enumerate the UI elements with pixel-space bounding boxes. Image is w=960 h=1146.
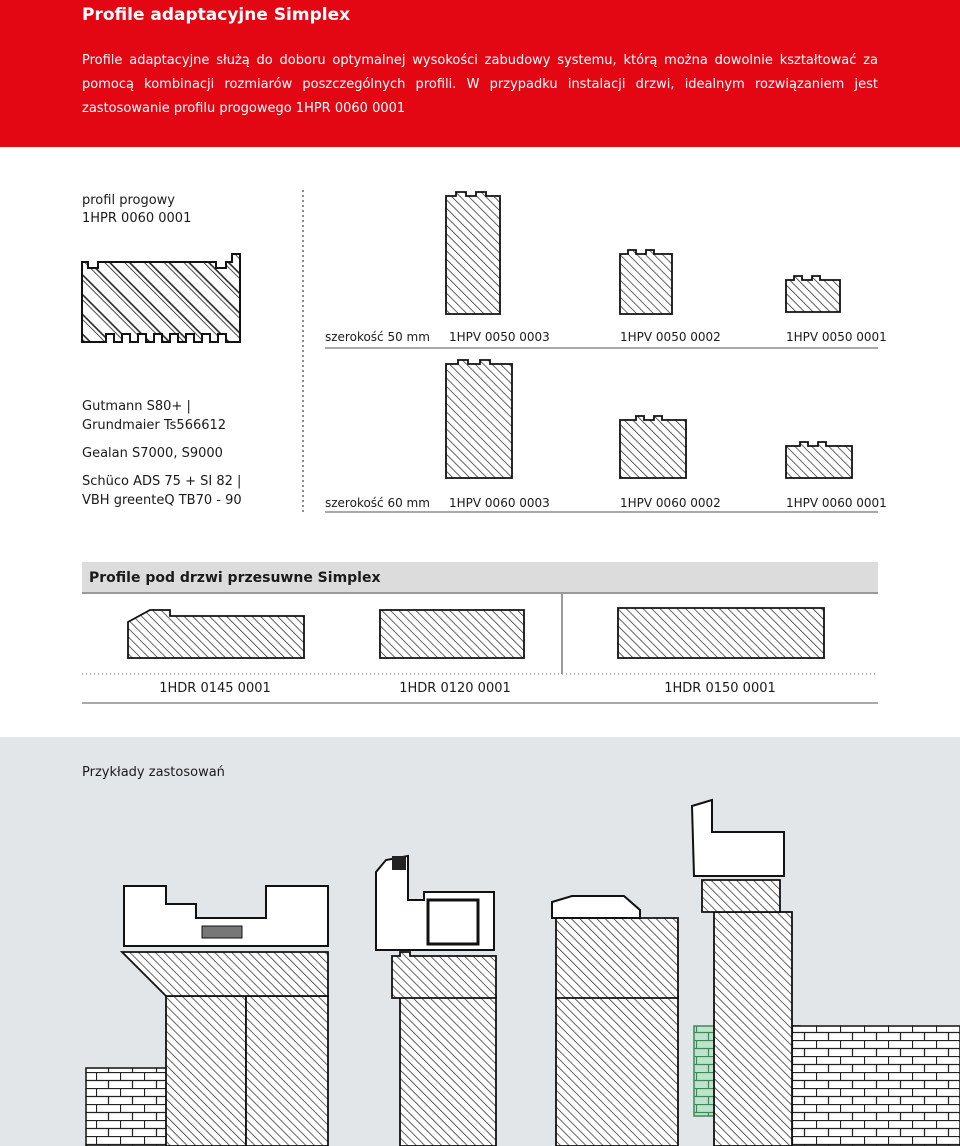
row-50-width: szerokość 50 mm	[325, 330, 430, 344]
example-4-drawing	[692, 800, 960, 1146]
system-5: VBH greenteQ TB70 - 90	[82, 493, 242, 508]
threshold-label: profil progowy	[82, 193, 175, 208]
threshold-code: 1HPR 0060 0001	[82, 211, 192, 226]
code-sliding-0145: 1HDR 0145 0001	[159, 681, 271, 696]
code-50-0001: 1HPV 0050 0001	[786, 330, 887, 344]
code-sliding-0120: 1HDR 0120 0001	[399, 681, 511, 696]
system-1: Gutmann S80+ |	[82, 399, 191, 414]
examples-title: Przykłady zastosowań	[82, 765, 225, 780]
page-title: Profile adaptacyjne Simplex	[82, 5, 351, 25]
system-4: Schüco ADS 75 + SI 82 |	[82, 474, 242, 489]
code-60-0001: 1HPV 0060 0001	[786, 496, 887, 510]
code-60-0003: 1HPV 0060 0003	[449, 496, 550, 510]
sliding-section-title: Profile pod drzwi przesuwne Simplex	[89, 570, 381, 586]
example-1-drawing	[86, 886, 328, 1146]
code-50-0002: 1HPV 0050 0002	[620, 330, 721, 344]
code-50-0003: 1HPV 0050 0003	[449, 330, 550, 344]
sliding-section-header	[82, 562, 878, 594]
code-sliding-0150: 1HDR 0150 0001	[664, 681, 776, 696]
system-3: Gealan S7000, S9000	[82, 446, 223, 461]
intro-text: Profile adaptacyjne służą do doboru optymalnej wysokości zabudowy systemu, którą można dowolnie kształtować za pomocą kombinacji rozmiarów poszczególnych profili. W przypadku instalacji drzwi, idealnym rozwiązaniem jest zastosowanie profilu progowego 1HPR 0060 0001	[82, 53, 878, 116]
row-60-width: szerokość 60 mm	[325, 496, 430, 510]
example-2-drawing	[376, 856, 496, 1146]
example-3-drawing	[552, 896, 678, 1146]
system-2: Grundmaier Ts566612	[82, 418, 227, 433]
code-60-0002: 1HPV 0060 0002	[620, 496, 721, 510]
